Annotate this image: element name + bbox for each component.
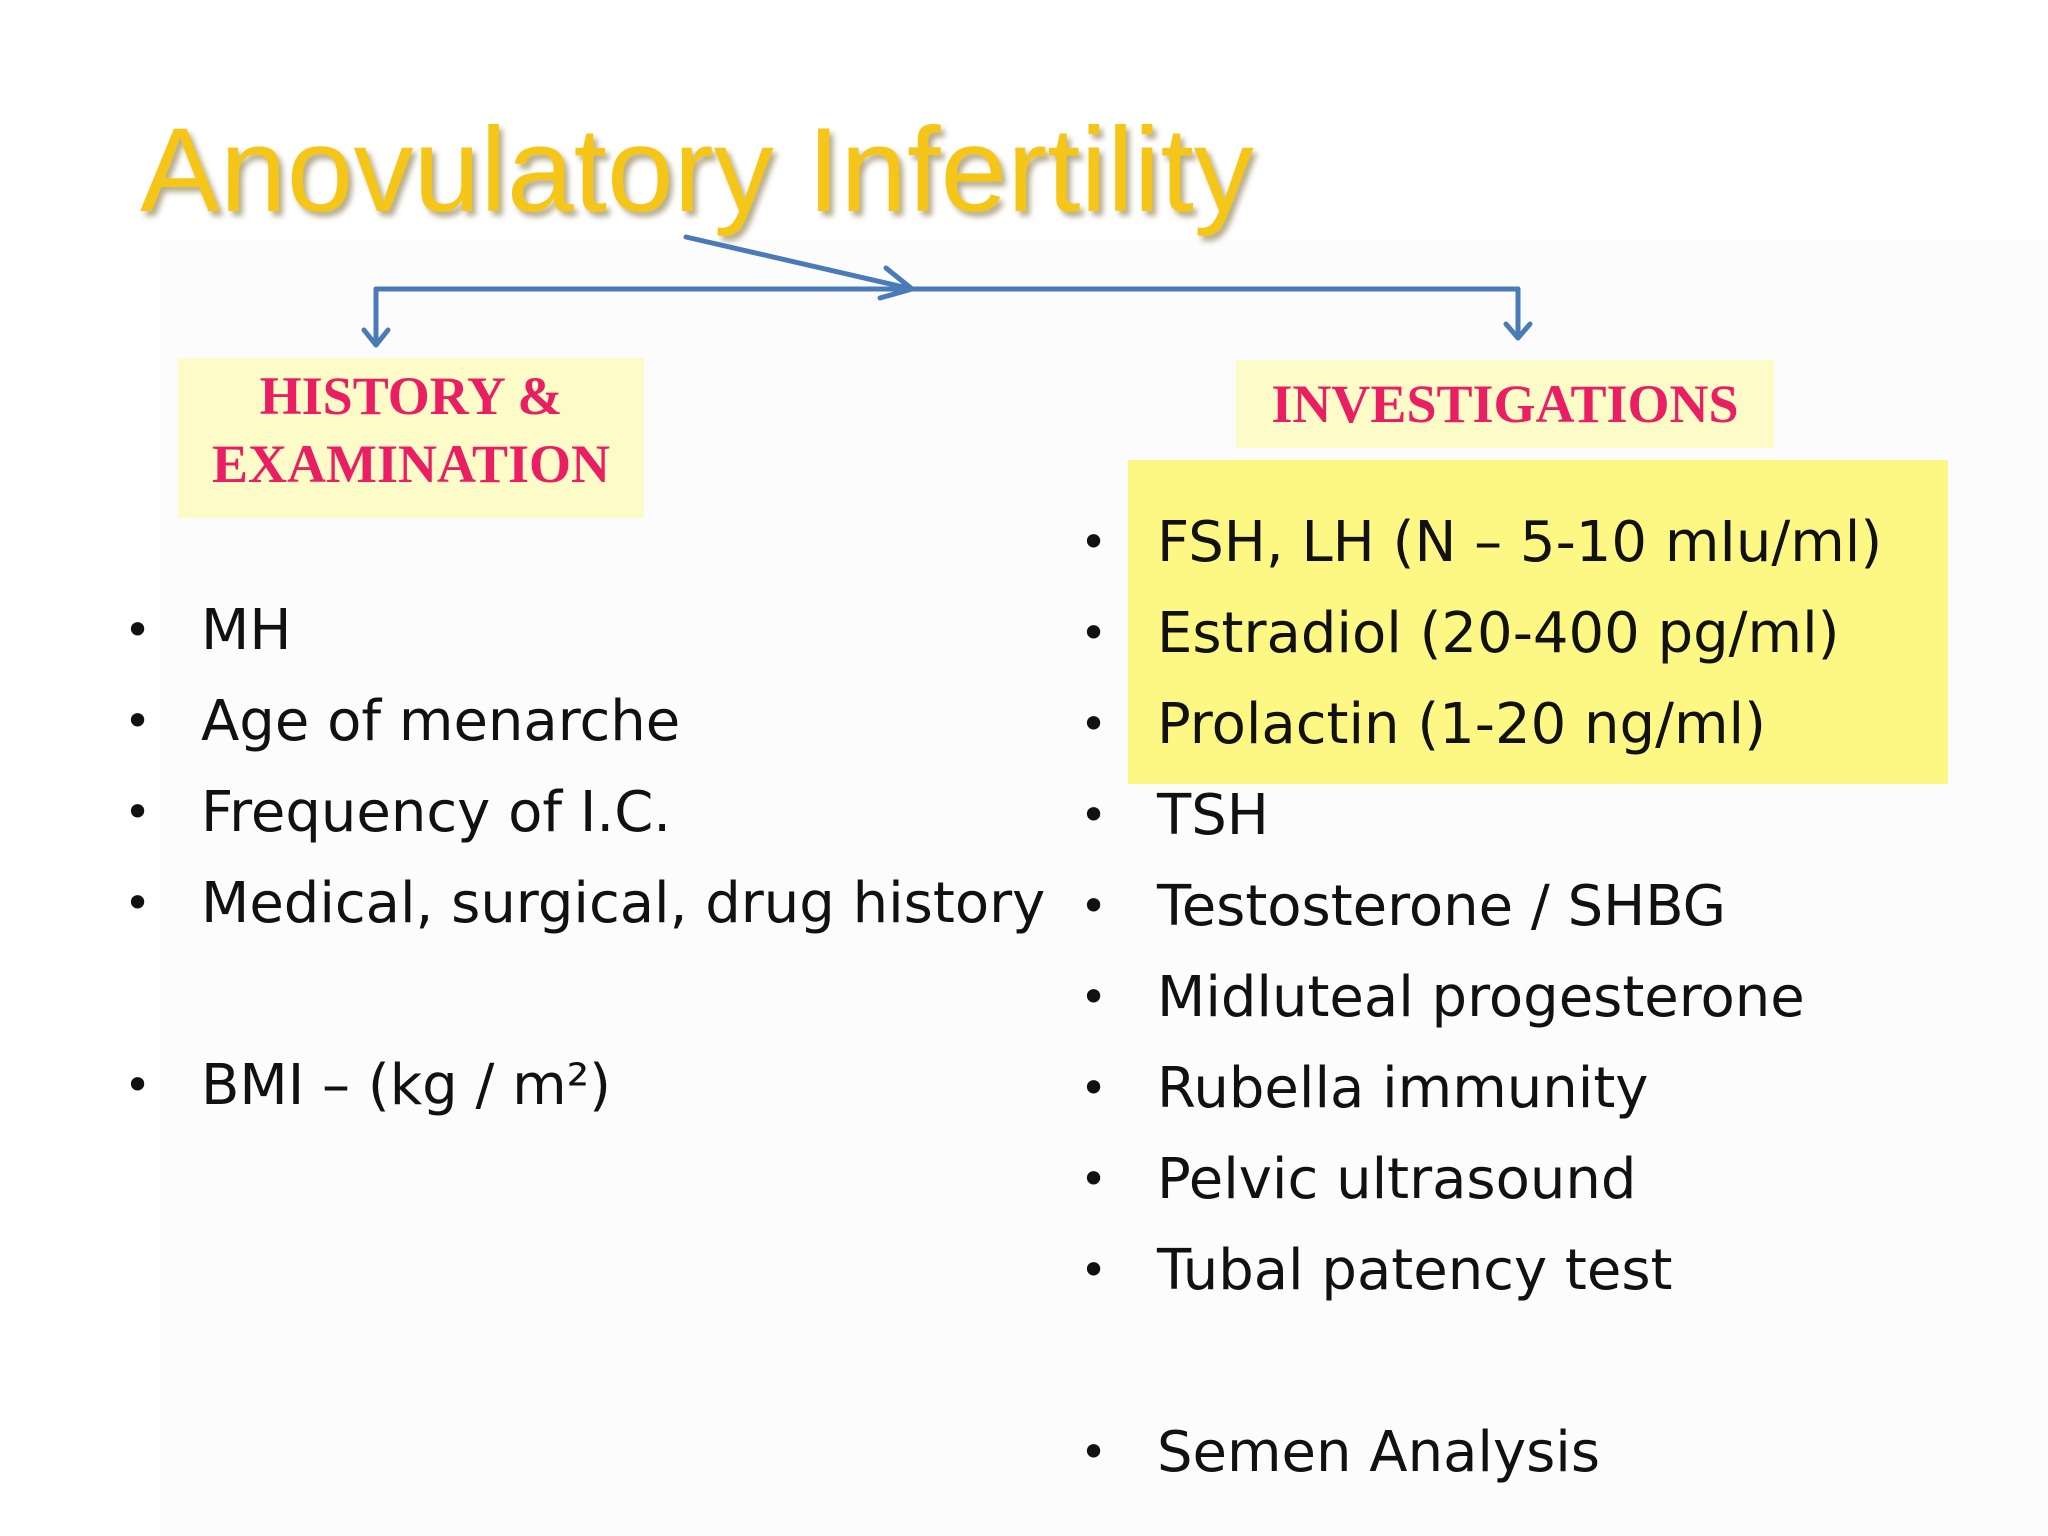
list-item: • Testosterone / SHBG [1080,861,1882,952]
investigations-list [1080,497,1882,1498]
history-heading-line2: EXAMINATION [211,434,610,494]
list-item: • Prolactin (1-20 ng/ml) [1080,679,1882,770]
bullet-icon: • [1080,879,1108,933]
bullet-icon: • [1080,1061,1108,1115]
bullet-icon: • [1080,697,1108,751]
investigations-heading: INVESTIGATIONS [1236,360,1774,448]
bullet-icon: • [124,785,152,839]
bullet-icon: • [1080,1425,1108,1479]
list-item: • BMI – (kg / m²) [124,1040,1045,1131]
list-item: • MH [124,585,1045,676]
list-item: • Tubal patency test [1080,1225,1882,1316]
list-item: • Estradiol (20-400 pg/ml) [1080,588,1882,679]
list-item: • Medical, surgical, drug history [124,858,1045,949]
list-item: • FSH, LH (N – 5-10 mIu/ml) [1080,497,1882,588]
bullet-icon: • [124,694,152,748]
list-item: • Rubella immunity [1080,1043,1882,1134]
bullet-icon: • [1080,1152,1108,1206]
history-examination-heading [178,358,644,518]
bullet-icon: • [1080,1243,1108,1297]
bullet-icon: • [124,603,152,657]
list-item: • Age of menarche [124,676,1045,767]
title-pointer-arrow [686,237,912,289]
list-item: • Frequency of I.C. [124,767,1045,858]
bullet-icon: • [124,876,152,930]
list-item: • Pelvic ultrasound [1080,1134,1882,1225]
slide-title: Anovulatory Infertility [140,103,1254,237]
bullet-icon: • [1080,788,1108,842]
list-item: • Midluteal progesterone [1080,952,1882,1043]
list-item: • TSH [1080,770,1882,861]
history-list [124,585,1045,1131]
bullet-icon: • [1080,515,1108,569]
bullet-icon: • [1080,970,1108,1024]
bullet-icon: • [124,1058,152,1112]
bullet-icon: • [1080,606,1108,660]
history-heading-line1: HISTORY & [259,366,563,426]
list-item: • Semen Analysis [1080,1407,1882,1498]
